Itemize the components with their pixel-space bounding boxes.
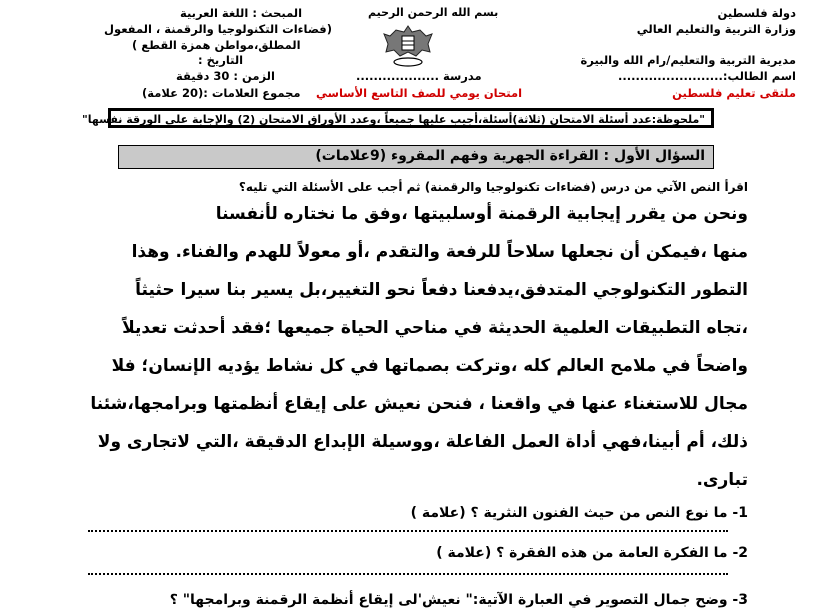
forum-label: ملتقى تعليم فلسطين bbox=[672, 86, 796, 100]
exam-note: "ملحوظة:عدد أسئلة الامتحان (ثلاثة)أسئلة،أجيب عليها جميعاً ،وعدد الأوراق الامتحان (2) والإجابة على الورقة نفسها" bbox=[82, 113, 705, 126]
time-label: الزمن : 30 دقيقة bbox=[176, 69, 275, 83]
question1-title-bar bbox=[118, 145, 714, 169]
paragraph-line-5: واضحاً في ملامح العالم كله ،وتركت بصماتها في كل نشاط يؤديه الإنسان؛ فلا bbox=[111, 356, 748, 376]
basmala: بسم الله الرحمن الرحيم bbox=[368, 6, 499, 19]
paragraph-line-8: تبارى. bbox=[696, 470, 748, 490]
header-directorate: مديرية التربية والتعليم/رام الله والبيرة bbox=[580, 53, 796, 67]
paragraph-line-2: منها ،فيمكن أن نجعلها سلاحاً للرفعة والتقدم ،أو معولاً للهدم والفناء. وهذا bbox=[131, 242, 748, 262]
total-marks-label: مجموع العلامات :(20 علامة) bbox=[142, 86, 301, 100]
paragraph-line-4: ،تجاه التطبيقات العلمية الحديثة في مناحي الحياة جميعها ؛فقد أحدثت تعديلاً bbox=[122, 318, 748, 338]
subquestion-2: 2- ما الفكرة العامة من هذه الفقرة ؟ (علامة ) bbox=[436, 545, 748, 561]
question1-title: السؤال الأول : القراءة الجهرية وفهم المقروء (9علامات) bbox=[315, 148, 705, 164]
palestine-emblem-icon bbox=[382, 22, 434, 70]
answer-line-2[interactable] bbox=[88, 573, 728, 575]
subquestion-3: 3- وضح جمال التصوير في العبارة الآتية:" نعيش'لى إيقاع أنظمة الرقمنة وبرامجها" ؟ bbox=[169, 592, 748, 608]
paragraph-line-3: التطور التكنولوجي المتدفق،يدفعنا دفعاً نحو التغيير،بل يسير بنا سيرا حثيثاً bbox=[135, 280, 748, 300]
header-country: دولة فلسطين bbox=[717, 6, 796, 20]
exam-note-box bbox=[82, 108, 714, 128]
paragraph-line-6: مجال للاستغناء عنها في واقعنا ، فنحن نعيش على إيقاع أنظمتها وبرامجها،شئنا bbox=[90, 394, 748, 414]
date-label: التاريخ : bbox=[198, 53, 244, 67]
lesson-topics-cont: المطلق،مواطن همزة القطع ) bbox=[132, 38, 301, 52]
header-ministry: وزارة التربية والتعليم العالي bbox=[636, 22, 796, 36]
student-name-label: اسم الطالب:........................ bbox=[617, 69, 796, 83]
subquestion-1: 1- ما نوع النص من حيث الفنون النثرية ؟ (علامة ) bbox=[410, 505, 748, 521]
school-label: مدرسة ................... bbox=[356, 69, 482, 83]
paragraph-line-1: ونحن من يقرر إيجابية الرقمنة أوسلبيتها ،وفق ما نختاره لأنفسنا bbox=[215, 204, 748, 224]
question1-instruction: اقرأ النص الآتي من درس (فضاءات تكنولوجيا والرقمنة) ثم أجب على الأسئلة التي تليه؟ bbox=[238, 180, 748, 194]
answer-line-1[interactable] bbox=[88, 530, 728, 532]
subject-label: المبحث : اللغة العربية bbox=[180, 6, 303, 20]
paragraph-line-7: ذلك، أم أبينا،فهي أداة العمل الفاعلة ،ووسيلة الإبداع الدقيقة ،التي لاتجارى ولا bbox=[97, 432, 748, 452]
lesson-topics: (فضاءات التكنولوجيا والرقمنة ، المفعول bbox=[104, 22, 332, 36]
exam-title: امتحان يومي للصف التاسع الأساسي bbox=[316, 86, 523, 100]
